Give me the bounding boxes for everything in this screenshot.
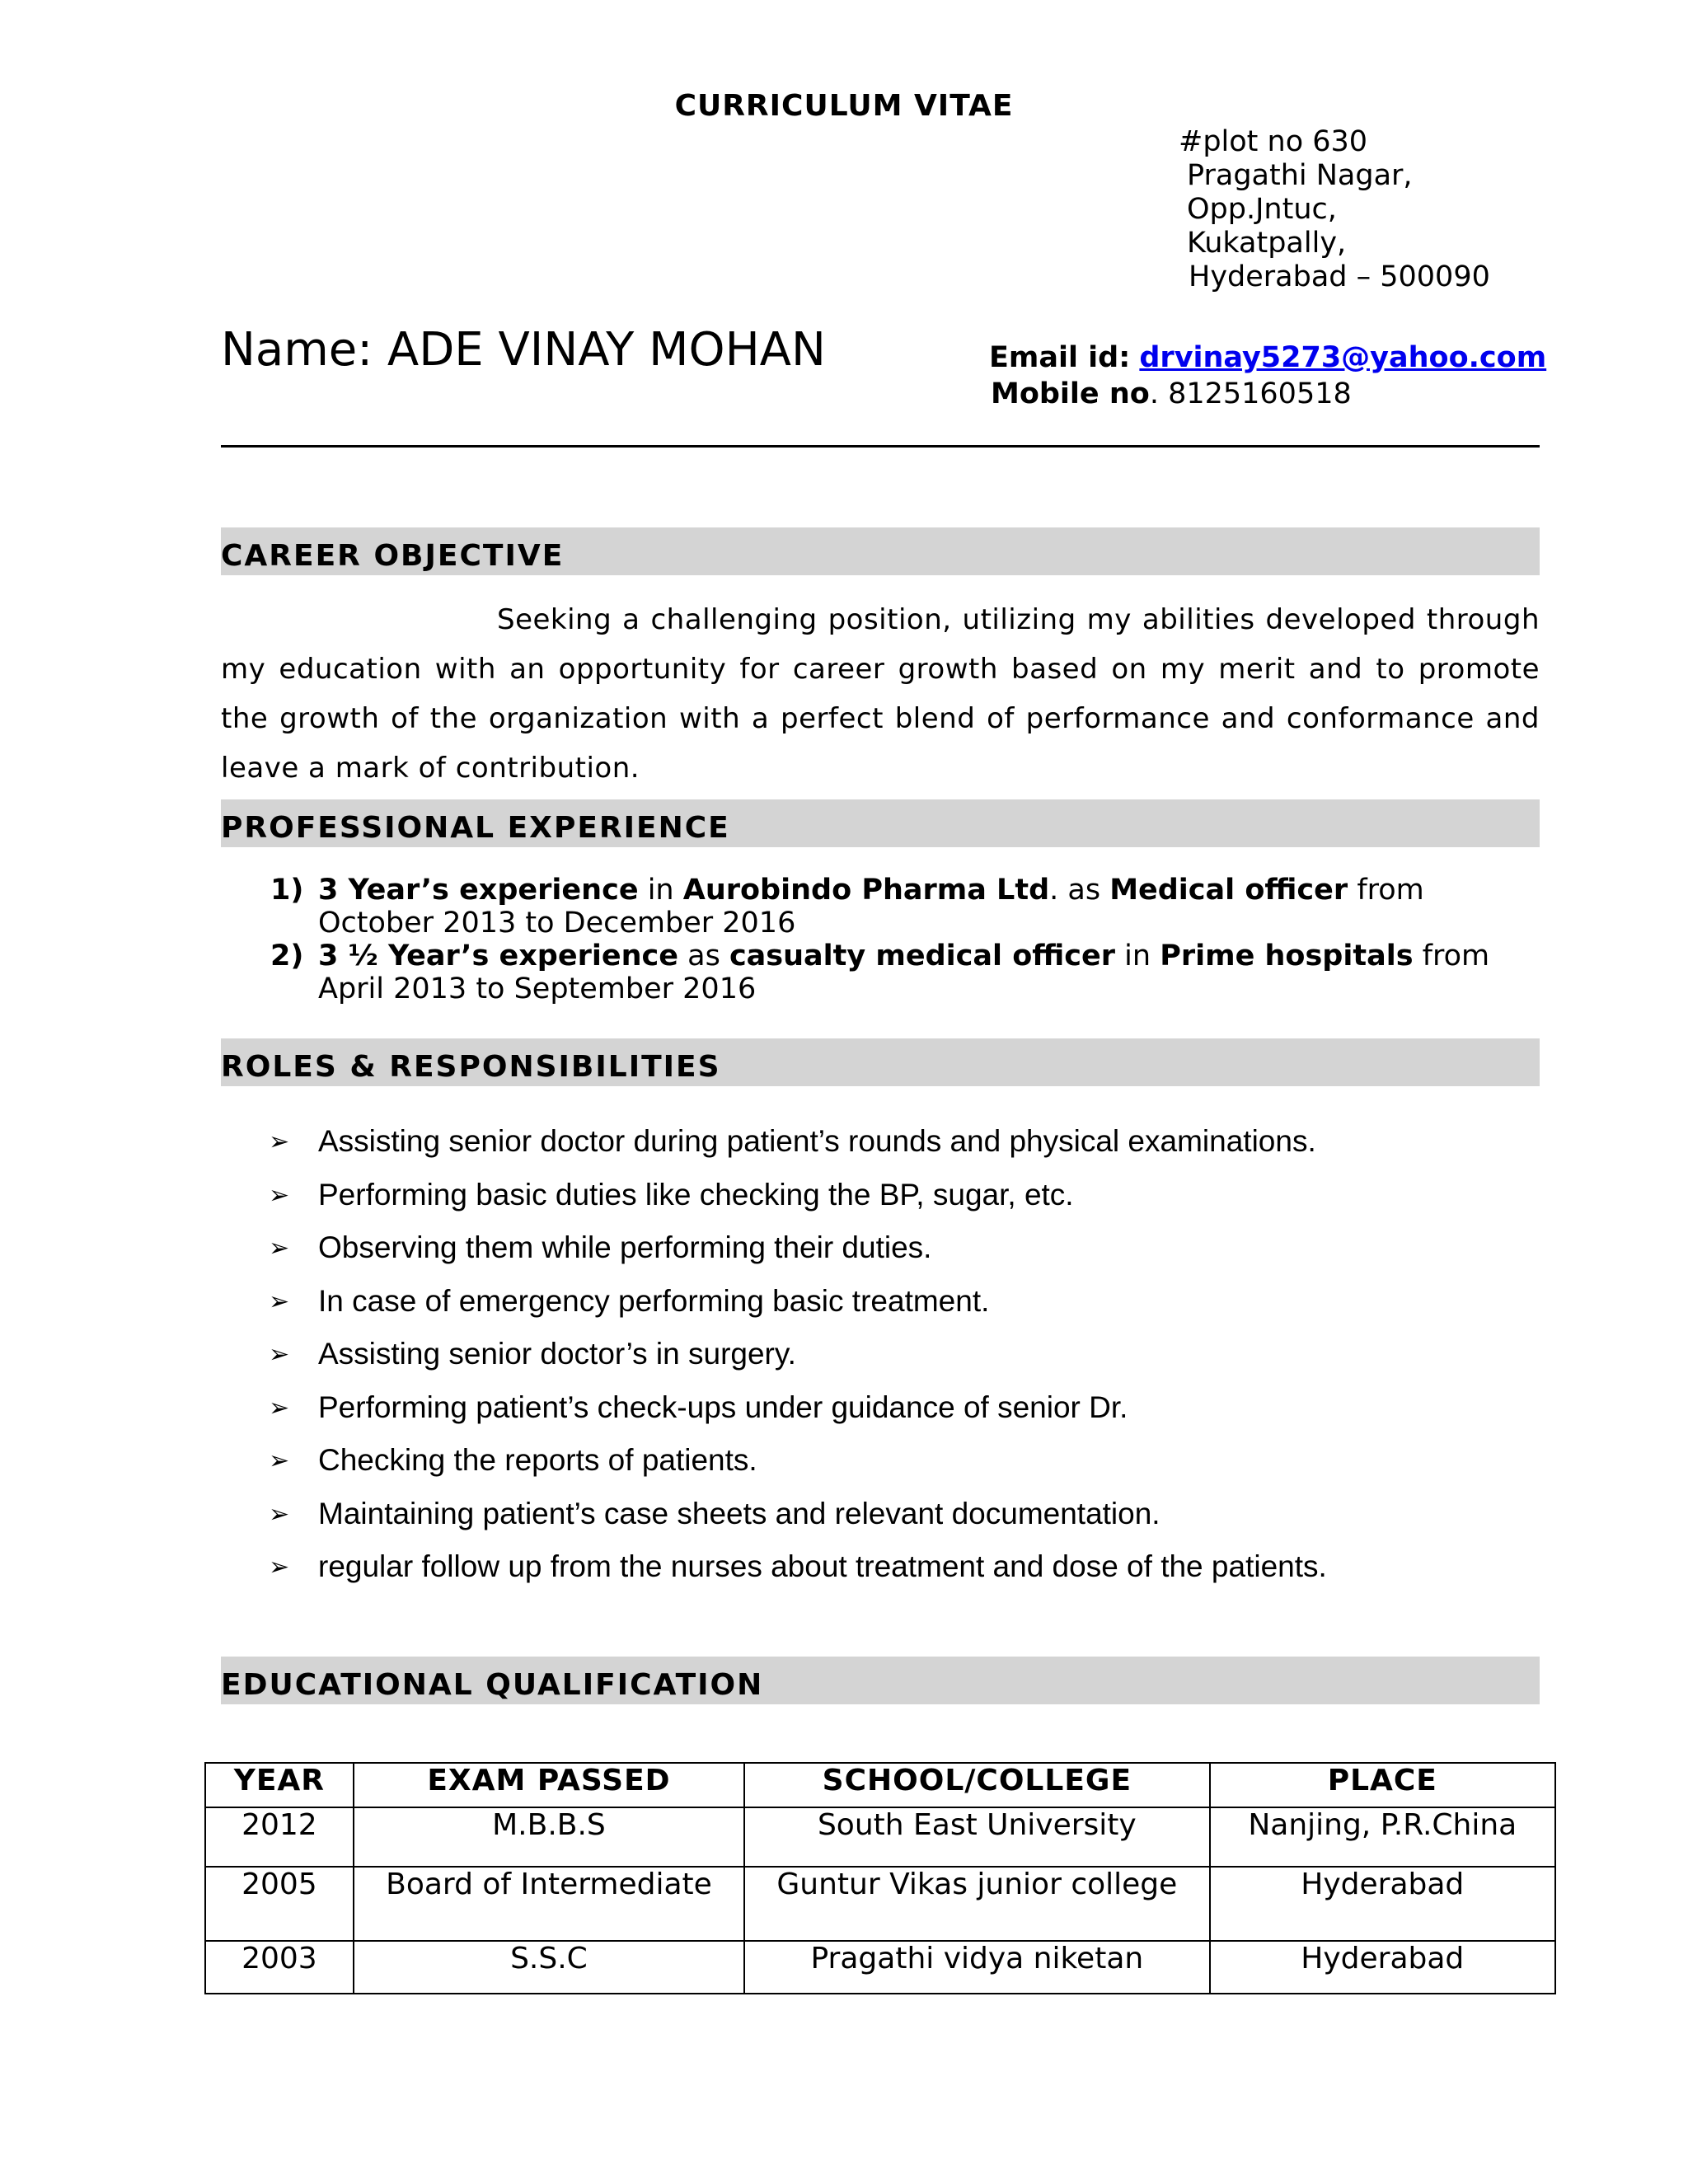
header-divider	[221, 445, 1540, 448]
candidate-name: Name: ADE VINAY MOHAN	[221, 323, 826, 377]
table-cell: Hyderabad	[1210, 1867, 1555, 1941]
address-block	[1179, 125, 1490, 294]
table-cell: Guntur Vikas junior college	[744, 1867, 1209, 1941]
arrow-bullet-icon: ➢	[269, 1394, 290, 1422]
section-professional-experience	[221, 799, 1540, 847]
list-item: ➢ Assisting senior doctor during patient’s rounds and physical examinations.	[269, 1124, 1316, 1158]
address-line: Hyderabad – 500090	[1189, 260, 1490, 293]
table-cell: Pragathi vidya niketan	[744, 1941, 1209, 1994]
email-row	[989, 340, 1546, 376]
table-cell: South East University	[744, 1807, 1209, 1867]
list-item: ➢ Checking the reports of patients.	[269, 1443, 757, 1477]
exp-employer: Prime hospitals	[1160, 940, 1414, 972]
item-number: 2)	[270, 940, 304, 972]
email-link[interactable]: drvinay5273@yahoo.com	[1139, 341, 1547, 374]
email-label: Email id:	[989, 341, 1131, 374]
table-row	[205, 1867, 1555, 1941]
table-cell: Board of Intermediate	[354, 1867, 744, 1941]
mobile-label: Mobile no	[991, 377, 1150, 410]
list-item: 2) 3 ½ Year’s experience as casualty medical officer in Prime hospitals from April 2013 to September 2016	[270, 940, 1490, 1005]
list-item: ➢ Performing basic duties like checking the BP, sugar, etc.	[269, 1177, 1074, 1212]
objective-paragraph	[221, 595, 1540, 793]
column-header: YEAR	[205, 1763, 354, 1807]
address-line: #plot no 630	[1179, 125, 1368, 158]
table-cell: Hyderabad	[1210, 1941, 1555, 1994]
table-cell: 2012	[205, 1807, 354, 1867]
education-table	[204, 1762, 1556, 1994]
column-header: PLACE	[1210, 1763, 1555, 1807]
section-heading: CAREER OBJECTIVE	[221, 539, 565, 573]
table-cell: S.S.C	[354, 1941, 744, 1994]
section-heading: PROFESSIONAL EXPERIENCE	[221, 811, 730, 845]
list-item: ➢ regular follow up from the nurses about treatment and dose of the patients.	[269, 1549, 1327, 1583]
arrow-bullet-icon: ➢	[269, 1235, 290, 1262]
address-line: Pragathi Nagar,	[1187, 159, 1413, 192]
mobile-number: . 8125160518	[1149, 377, 1352, 410]
table-header-row	[205, 1763, 1555, 1807]
address-line: Opp.Jntuc,	[1187, 193, 1337, 226]
list-item: ➢ In case of emergency performing basic treatment.	[269, 1283, 990, 1318]
arrow-bullet-icon: ➢	[269, 1500, 290, 1528]
list-item: ➢ Assisting senior doctor’s in surgery.	[269, 1337, 796, 1371]
experience-list	[270, 874, 1540, 1005]
arrow-bullet-icon: ➢	[269, 1128, 290, 1155]
exp-duration: 3 ½ Year’s experience	[318, 940, 678, 972]
section-educational-qualification	[221, 1657, 1540, 1704]
address-line: Kukatpally,	[1187, 227, 1347, 260]
arrow-bullet-icon: ➢	[269, 1287, 290, 1315]
exp-role: Medical officer	[1109, 874, 1348, 907]
document-title: CURRICULUM VITAE	[674, 89, 1014, 123]
exp-period: from October 2013 to December 2016	[318, 874, 1424, 940]
column-header: EXAM PASSED	[354, 1763, 744, 1807]
list-item: ➢ Observing them while performing their duties.	[269, 1230, 932, 1264]
item-number: 1)	[270, 874, 304, 907]
exp-period: from April 2013 to September 2016	[318, 940, 1490, 1005]
objective-text: Seeking a challenging position, utilizing my abilities developed through my education with an opportunity for career growth based on my merit and to promote the growth of the organization with a perfect blend of performance and conformance and leave a mark of contribution.	[221, 603, 1540, 785]
list-item: ➢ Maintaining patient’s case sheets and relevant documentation.	[269, 1496, 1160, 1530]
table-cell: 2005	[205, 1867, 354, 1941]
roles-list	[269, 1124, 1327, 1603]
section-roles-responsibilities	[221, 1038, 1540, 1086]
arrow-bullet-icon: ➢	[269, 1181, 290, 1209]
section-heading: EDUCATIONAL QUALIFICATION	[221, 1668, 764, 1702]
table-cell: 2003	[205, 1941, 354, 1994]
table-cell: Nanjing, P.R.China	[1210, 1807, 1555, 1867]
arrow-bullet-icon: ➢	[269, 1447, 290, 1474]
exp-employer: Aurobindo Pharma Ltd	[682, 874, 1050, 907]
exp-duration: 3 Year’s experience	[318, 874, 639, 907]
list-item: 1) 3 Year’s experience in Aurobindo Pharma Ltd. as Medical officer from October 2013 to December 2016	[270, 874, 1424, 940]
table-row	[205, 1807, 1555, 1867]
section-heading: ROLES & RESPONSIBILITIES	[221, 1050, 721, 1084]
section-career-objective	[221, 527, 1540, 575]
arrow-bullet-icon: ➢	[269, 1554, 290, 1581]
mobile-row	[989, 376, 1546, 412]
exp-role: casualty medical officer	[729, 940, 1116, 972]
column-header: SCHOOL/COLLEGE	[744, 1763, 1209, 1807]
arrow-bullet-icon: ➢	[269, 1341, 290, 1368]
table-cell: M.B.B.S	[354, 1807, 744, 1867]
table-row	[205, 1941, 1555, 1994]
list-item: ➢ Performing patient’s check-ups under guidance of senior Dr.	[269, 1390, 1128, 1424]
contact-block	[989, 340, 1546, 412]
